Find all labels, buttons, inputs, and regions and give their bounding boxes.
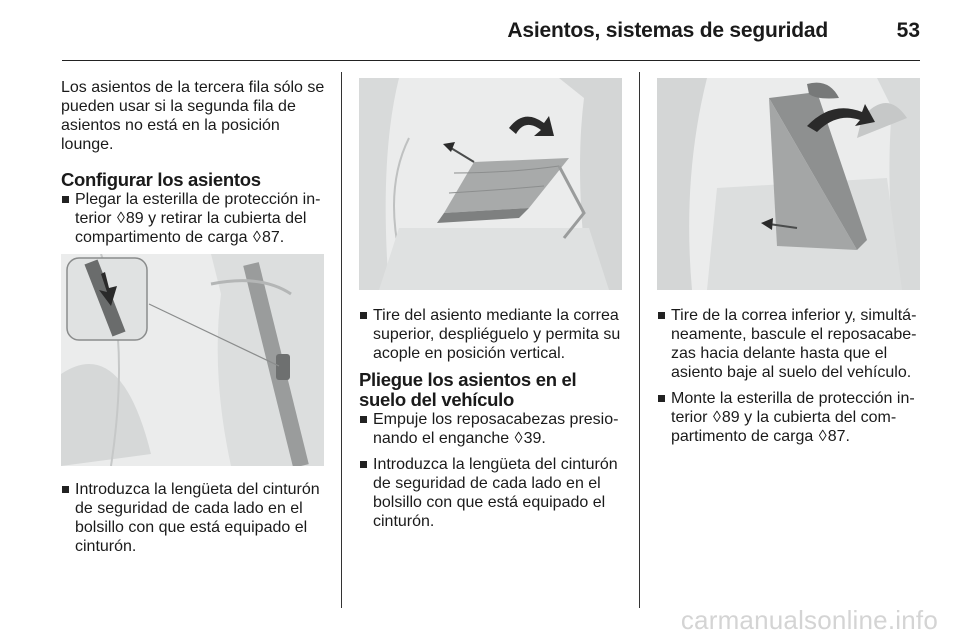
cross-reference-icon: ◊	[514, 430, 523, 447]
cross-reference-icon: ◊	[253, 229, 261, 246]
cross-reference-icon: ◊	[116, 210, 125, 227]
intro-paragraph: Los asientos de la tercera fila sólo se pueden usar si la segunda fila de asientos no está en la posición lounge.	[61, 79, 325, 153]
column-3	[657, 78, 922, 453]
bullet-square-icon	[62, 486, 69, 493]
page-reference[interactable]: 89	[721, 409, 740, 426]
bullet-list-1	[61, 190, 326, 247]
cross-reference-icon: ◊	[712, 409, 721, 426]
column-1	[61, 78, 326, 563]
list-item: Empuje los reposacabezas presio-nando el enganche ◊39.	[359, 410, 624, 448]
watermark: carmanualsonline.info	[680, 605, 938, 635]
bullet-square-icon	[62, 196, 69, 203]
page-reference[interactable]: 39	[523, 430, 542, 447]
column-2	[359, 78, 624, 538]
page-reference[interactable]: 89	[125, 210, 144, 227]
page-reference[interactable]: 87	[261, 229, 280, 246]
column-divider-1	[341, 72, 342, 608]
list-item: Plegar la esterilla de protección in-terior ◊89 y retirar la cubierta del compartimento de carga ◊87.	[61, 190, 326, 247]
bullet-list-5	[657, 306, 922, 446]
page-number: 53	[896, 19, 920, 42]
bullet-square-icon	[360, 312, 367, 319]
figure-seat-unfold	[359, 78, 622, 290]
list-item: Tire del asiento mediante la correa superior, despliéguelo y permita su acople en posición vertical.	[359, 306, 624, 363]
column-divider-2	[639, 72, 640, 608]
bullet-square-icon	[658, 312, 665, 319]
heading-configurar: Configurar los asientos	[61, 169, 261, 190]
page-header	[62, 0, 920, 61]
bullet-square-icon	[658, 395, 665, 402]
list-item: Introduzca la lengüeta del cinturón de seguridad de cada lado en el bolsillo con que está equipado el cinturón.	[61, 480, 326, 556]
section-title: Asientos, sistemas de seguridad	[507, 19, 828, 42]
list-item: Introduzca la lengüeta del cinturón de seguridad de cada lado en el bolsillo con que está equipado el cinturón.	[359, 455, 624, 531]
bullet-square-icon	[360, 416, 367, 423]
list-item: Monte la esterilla de protección in-terior ◊89 y la cubierta del com-partimento de carga ◊87.	[657, 389, 922, 446]
bullet-list-2	[61, 480, 326, 556]
page-reference[interactable]: 87	[827, 428, 846, 445]
bullet-list-3	[359, 306, 624, 363]
figure-seatbelt-tongue	[61, 254, 324, 466]
list-item: Tire de la correa inferior y, simultá-neamente, bascule el reposacabe-zas hacia delante hasta que el asiento baje al suelo del vehículo.	[657, 306, 922, 382]
bullet-list-4	[359, 410, 624, 531]
figure-seat-fold-down	[657, 78, 920, 290]
bullet-square-icon	[360, 461, 367, 468]
heading-pliegue: Pliegue los asientos en el suelo del vehículo	[359, 369, 577, 410]
cross-reference-icon: ◊	[818, 428, 827, 445]
